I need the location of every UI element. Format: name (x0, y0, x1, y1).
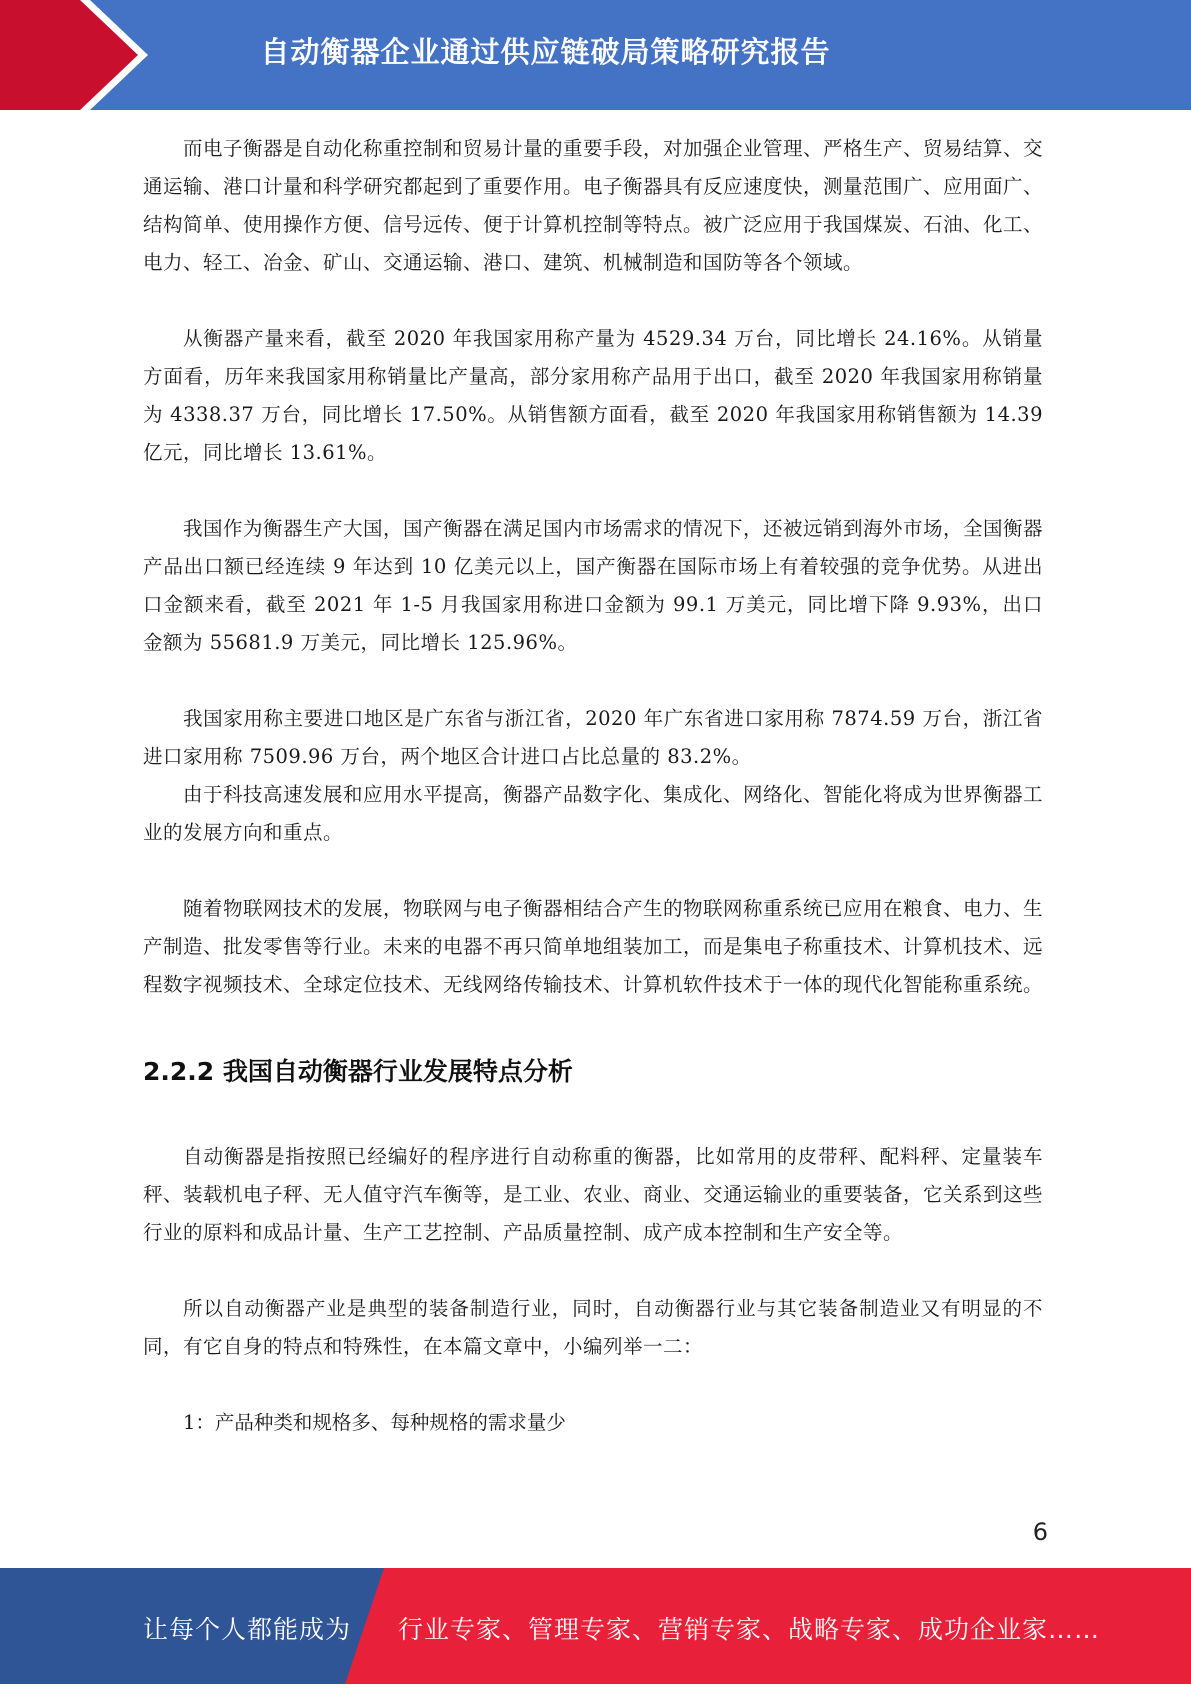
header-banner (0, 0, 1191, 110)
paragraph-production-sales: 从衡器产量来看，截至 2020 年我国家用称产量为 4529.34 万台，同比增长 24.16%。从销量方面看，历年来我国家用称销量比产量高，部分家用称产品用于出口，截至 2020 年我国家用称销量为 4338.37 万台，同比增长 17.50%。从销售额方面看，截至 2020 年我国家用称销售额为 14.39 亿元，同比增长 13.61%。 (143, 327, 1043, 464)
paragraph-iot-weighing: 随着物联网技术的发展，物联网与电子衡器相结合产生的物联网称重系统已应用在粮食、电力、生产制造、批发零售等行业。未来的电器不再只简单地组装加工，而是集电子称重技术、计算机技术、远程数字视频技术、全球定位技术、无线网络传输技术、计算机软件技术于一体的现代化智能称重系统。 (143, 897, 1044, 996)
paragraph-development-direction: 由于科技高速发展和应用水平提高，衡器产品数字化、集成化、网络化、智能化将成为世界衡器工业的发展方向和重点。 (143, 783, 1044, 844)
footer-slogan-left: 让每个人都能成为 (143, 1615, 352, 1644)
paragraph-industry-characteristics: 所以自动衡器产业是典型的装备制造行业，同时，自动衡器行业与其它装备制造业又有明显的不同，有它自身的特点和特殊性，在本篇文章中，小编列举一二： (143, 1297, 1043, 1358)
paragraph-import-regions: 我国家用称主要进口地区是广东省与浙江省，2020 年广东省进口家用称 7874.59 万台，浙江省进口家用称 7509.96 万台，两个地区合计进口占比总量的 83.2%。 (143, 707, 1043, 768)
document-body (143, 130, 1043, 1442)
section-heading: 2.2.2 我国自动衡器行业发展特点分析 (143, 1057, 573, 1086)
paragraph-import-export: 我国作为衡器生产大国，国产衡器在满足国内市场需求的情况下，还被远销到海外市场，全国衡器产品出口额已经连续 9 年达到 10 亿美元以上，国产衡器在国际市场上有着较强的竞争优势。从进出口金额来看，截至 2021 年 1-5 月我国家用称进口金额为 99.1 万美元，同比增下降 9.93%，出口金额为 55681.9 万美元，同比增长 125.96%。 (143, 517, 1044, 654)
paragraph-automatic-scales-definition: 自动衡器是指按照已经编好的程序进行自动称重的衡器，比如常用的皮带秤、配料秤、定量装车秤、装载机电子秤、无人值守汽车衡等，是工业、农业、商业、交通运输业的重要装备，它关系到这些行业的原料和成品计量、生产工艺控制、产品质量控制、成产成本控制和生产安全等。 (143, 1145, 1044, 1244)
report-title: 自动衡器企业通过供应链破局策略研究报告 (260, 34, 831, 69)
footer-slogan-right: 行业专家、管理专家、营销专家、战略专家、成功企业家…… (398, 1615, 1101, 1644)
page-number: 6 (1032, 1518, 1048, 1546)
paragraph-electronic-scales: 而电子衡器是自动化称重控制和贸易计量的重要手段，对加强企业管理、严格生产、贸易结算、交通运输、港口计量和科学研究都起到了重要作用。电子衡器具有反应速度快，测量范围广、应用面广、结构简单、使用操作方便、信号远传、便于计算机控制等特点。被广泛应用于我国煤炭、石油、化工、电力、轻工、冶金、矿山、交通运输、港口、建筑、机械制造和国防等各个领域。 (143, 137, 1044, 274)
list-item-1: 1：产品种类和规格多、每种规格的需求量少 (183, 1411, 566, 1434)
